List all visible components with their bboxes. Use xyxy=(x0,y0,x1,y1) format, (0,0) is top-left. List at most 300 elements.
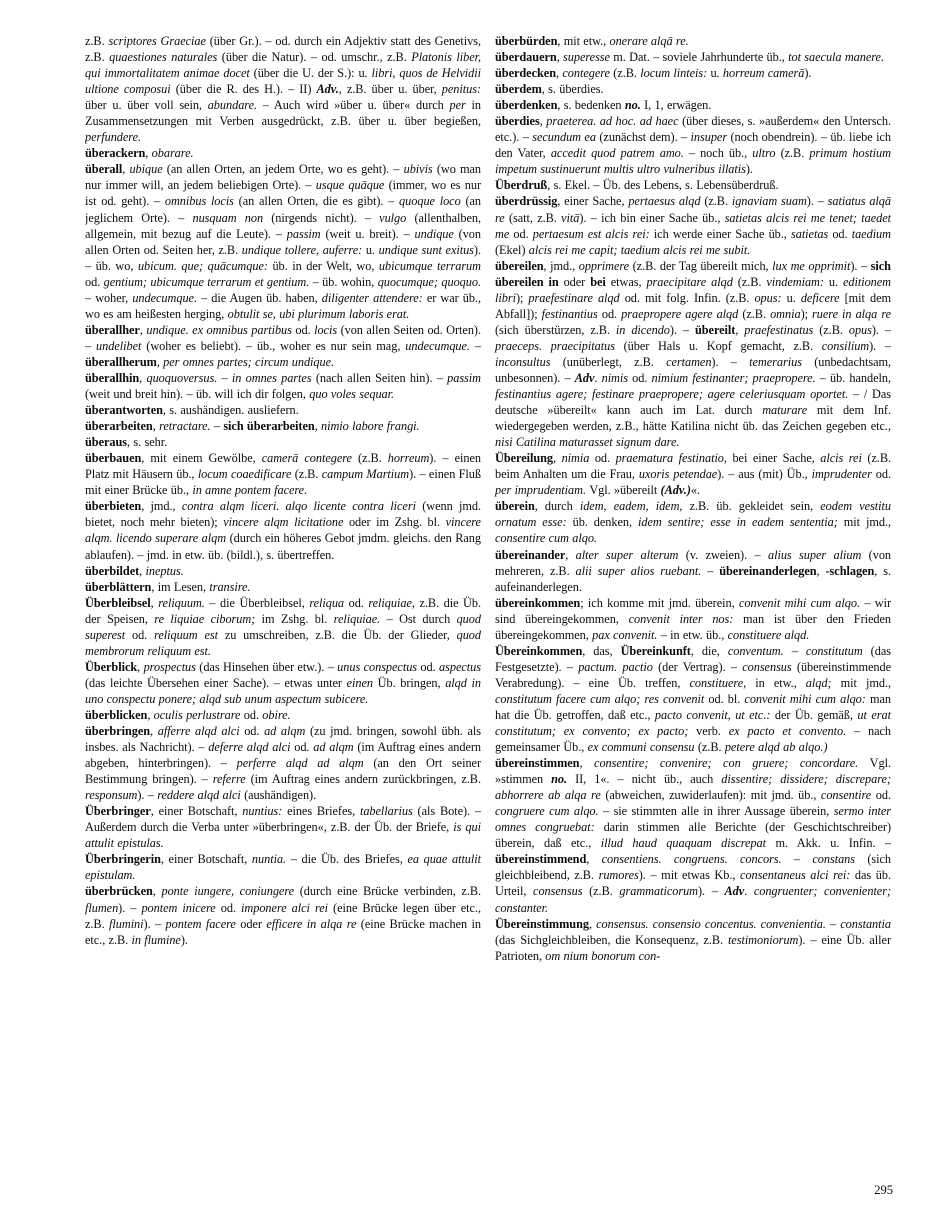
text-run: verb. xyxy=(696,724,729,739)
headword: übereinstimmen xyxy=(495,756,580,771)
latin-phrase: primum hostium impetum sustinuerunt multis ultro vulneribus illatis xyxy=(495,146,891,177)
latin-phrase: obarare. xyxy=(151,146,194,161)
text-run: oder im Zshg. bl. xyxy=(348,515,446,530)
label-abbrev: no. xyxy=(624,98,645,113)
dictionary-entry xyxy=(85,595,481,659)
text-run: – Ost durch xyxy=(386,611,457,626)
text-run: mit jmd., xyxy=(843,515,891,530)
text-run: (wo man nur immer will, an jedem beliebigen Orte). – xyxy=(85,162,482,193)
text-run: (z.B. xyxy=(819,322,849,337)
text-run: (z.B. der Tag übereilt mich, xyxy=(632,258,773,273)
text-run: mit jmd., xyxy=(840,675,891,690)
text-run: (aushändigen). xyxy=(244,788,317,803)
latin-phrase: constituere alqd. xyxy=(727,627,810,642)
latin-phrase: locum coaedificare xyxy=(197,467,295,482)
latin-phrase: conventum. xyxy=(727,643,792,658)
text-run: od. xyxy=(594,451,616,466)
text-run: , xyxy=(314,419,322,434)
text-run: (weit u. breit). – xyxy=(325,226,415,241)
text-run: – / Das deutsche »übereilt« kann auch im Lat. durch xyxy=(495,387,891,418)
text-run: , xyxy=(556,50,564,65)
latin-phrase: oculis perlustrare xyxy=(153,707,244,722)
latin-phrase: quo voles sequar. xyxy=(309,387,395,402)
dictionary-entry xyxy=(495,450,891,498)
headword: überall xyxy=(85,162,123,177)
latin-phrase: ubicum. que; quācumque: xyxy=(137,258,273,273)
text-run: od. xyxy=(85,274,104,289)
latin-phrase: consentire; convenire; con gruere; concordare. xyxy=(594,756,870,771)
latin-phrase: editionem libri xyxy=(495,274,891,305)
text-run: ). – üb. wo, xyxy=(85,242,481,273)
latin-phrase: penitus: xyxy=(441,82,481,97)
text-run: , xyxy=(735,322,745,337)
text-run: (z.B. xyxy=(780,146,810,161)
text-run: , xyxy=(137,659,144,674)
dictionary-entry xyxy=(85,563,481,579)
latin-phrase: praecipitare alqd xyxy=(646,274,738,289)
text-run: – xyxy=(474,338,481,353)
text-run: (das leichte Übersehen einer Sache). – etwas unter xyxy=(85,675,347,690)
text-run: (z.B. xyxy=(589,884,620,899)
text-run: – noch üb., xyxy=(688,146,753,161)
latin-phrase: pontem inicere xyxy=(141,900,221,915)
latin-phrase: onerare alqā re. xyxy=(609,34,689,48)
text-run: üb. in der Welt, wo, xyxy=(272,258,379,273)
headword: übereinanderlegen xyxy=(719,563,817,578)
latin-phrase: aspectus xyxy=(439,659,481,674)
latin-phrase: obire. xyxy=(262,707,291,722)
text-run: – xyxy=(213,419,224,434)
text-run: (an allen Orten, die es gibt). – xyxy=(238,194,400,209)
latin-phrase: undique. ex omnibus partibus xyxy=(146,322,296,337)
dictionary-entry xyxy=(495,49,891,65)
text-run: , s. aufeinanderlegen. xyxy=(495,563,891,594)
latin-phrase: nimium festinanter; praepropere. xyxy=(651,370,820,385)
text-run: , durch xyxy=(534,499,580,514)
latin-phrase: in amne pontem facere. xyxy=(192,483,308,498)
text-run: , einer Botschaft, xyxy=(160,852,252,867)
headword: überbauen xyxy=(85,451,142,466)
headword: überbrücken xyxy=(85,884,153,899)
text-run: – xyxy=(793,852,813,867)
latin-phrase: ad alqm xyxy=(313,740,358,755)
latin-phrase: nimio labore frangi. xyxy=(321,419,420,434)
text-run: , s. bedenken xyxy=(557,98,625,113)
dictionary-entry xyxy=(495,916,891,964)
headword: überdrüssig xyxy=(495,194,558,209)
label-abbrev: Adv xyxy=(574,370,595,385)
text-run: «. xyxy=(690,483,700,498)
text-run: , xyxy=(579,756,595,771)
dictionary-entry xyxy=(85,370,481,402)
latin-phrase: quod superest xyxy=(85,611,481,642)
latin-phrase: inconsultus xyxy=(495,354,563,369)
headword: überallher xyxy=(85,322,140,337)
text-run: ; ich komme mit jmd. überein, xyxy=(580,595,739,610)
text-run: ); xyxy=(800,306,813,321)
latin-phrase: quoquoversus. xyxy=(146,370,222,385)
latin-phrase: vitā xyxy=(561,210,580,225)
latin-phrase: praematura festinatio, xyxy=(615,451,733,466)
text-run: , xyxy=(586,852,602,867)
latin-phrase: praefestinare alqd xyxy=(528,290,625,305)
latin-phrase: congruenter; convenienter; constanter. xyxy=(495,884,891,915)
latin-phrase: consentiens. congruens. concors. xyxy=(601,852,794,867)
text-run: (an jeglichem Orte). – xyxy=(85,194,481,225)
text-run: (z.B. xyxy=(737,274,767,289)
text-run: oder xyxy=(240,916,267,931)
latin-phrase: nimia xyxy=(561,451,595,466)
text-run: , jmd., xyxy=(543,258,579,273)
latin-phrase: undique sunt exitus xyxy=(378,242,474,257)
text-run: z.B. üb. gekleidet sein, xyxy=(689,499,821,514)
latin-phrase: opus: xyxy=(754,290,787,305)
latin-phrase: grammaticorum xyxy=(619,884,699,899)
latin-phrase: congruere cum alqo. xyxy=(495,804,604,819)
text-run: ). – xyxy=(669,322,695,337)
latin-phrase: secundum ea xyxy=(532,130,600,145)
latin-phrase: pactum. pactio xyxy=(578,659,659,674)
headword: Übereinstimmung xyxy=(495,916,589,931)
text-run: (wenn jmd. bietet, noch mehr bieten); xyxy=(85,499,482,530)
text-run: (Ekel) xyxy=(495,242,529,257)
latin-phrase: consilium xyxy=(821,338,870,353)
latin-phrase: transire. xyxy=(209,579,251,594)
headword: sich übereilen in xyxy=(495,258,891,289)
latin-phrase: diligenter attendere: xyxy=(321,290,427,305)
text-run: , xyxy=(147,707,154,722)
latin-phrase: satietas alcis rei me tenet; taedet me xyxy=(495,210,891,241)
text-run: (zu jmd. bringen, sowohl übh. als insbes. als Nachricht). – xyxy=(85,724,481,755)
latin-phrase: prospectus xyxy=(143,659,200,674)
headword: überbringen xyxy=(85,724,151,739)
latin-phrase: pertaesus alqd xyxy=(628,194,705,209)
headword: sich überarbeiten xyxy=(223,419,315,434)
text-run: . xyxy=(744,884,754,899)
latin-phrase: locum linteis: xyxy=(640,66,711,81)
text-run: , xyxy=(122,162,130,177)
headword: überallherum xyxy=(85,354,157,369)
latin-phrase: undecumque. xyxy=(405,338,475,353)
latin-phrase: vindemiam: xyxy=(766,274,829,289)
latin-phrase: passim xyxy=(286,226,326,241)
text-run: , xyxy=(816,563,826,578)
latin-phrase: undecumque. xyxy=(132,290,202,305)
dictionary-entry xyxy=(495,643,891,755)
text-run: II, 1«. – nicht üb., auch xyxy=(575,772,722,787)
text-run: (über die U. der S.): u. xyxy=(253,66,372,81)
latin-phrase: in omnes partes xyxy=(231,370,316,385)
text-run: ); xyxy=(515,290,529,305)
text-run: , s. Ekel. – Üb. des Lebens, s. Lebensüberdruß. xyxy=(547,178,779,193)
text-run: m. Dat. – soviele Jahrhunderte üb., xyxy=(613,50,789,65)
latin-phrase: ubivis xyxy=(403,162,437,177)
latin-phrase: constitutum xyxy=(805,643,871,658)
latin-phrase: tot saecula manere. xyxy=(788,50,884,65)
text-run: (v. zweien). – xyxy=(685,547,768,562)
text-run: , einer Sache, xyxy=(557,194,629,209)
latin-phrase: ea quae attulit epistulam. xyxy=(85,852,482,883)
dictionary-entry xyxy=(495,97,891,113)
text-run: in etw., xyxy=(755,675,806,690)
headword: überbürden xyxy=(495,34,558,48)
text-run: ). – xyxy=(711,354,750,369)
headword: -schlagen xyxy=(825,563,875,578)
latin-phrase: accedit quod patrem amo. xyxy=(550,146,689,161)
text-run: (an den Ort seiner Bestimmung bringen). – xyxy=(85,756,481,787)
latin-phrase: in dicendo xyxy=(615,322,670,337)
dictionary-entry xyxy=(495,33,891,49)
text-run: (über die Natur). – od. umschr., z.B. xyxy=(221,50,412,65)
text-run: , im Lesen, xyxy=(151,579,210,594)
latin-phrase: reliquiae. xyxy=(333,611,387,626)
latin-phrase: vincere alqm. licendo superare alqm xyxy=(85,515,481,546)
text-run: – in etw. üb., xyxy=(660,627,728,642)
latin-phrase: scriptores Graeciae xyxy=(108,34,210,48)
latin-phrase: praepropere agere alqd xyxy=(621,306,743,321)
text-run: , mit etw., xyxy=(557,34,610,48)
text-run: (weit und breit hin). – üb. will ich dir folgen, xyxy=(85,387,310,402)
text-run: od. xyxy=(295,322,315,337)
text-run: , xyxy=(139,563,146,578)
latin-phrase: convenit mihi cum alqo: xyxy=(744,691,870,706)
text-run: , s. aushändigen. ausliefern. xyxy=(162,403,299,418)
latin-phrase: reliquum. xyxy=(158,595,210,610)
latin-phrase: opprimere xyxy=(578,258,633,273)
headword: Überbringerin xyxy=(85,852,161,867)
text-run: – die Überbleibsel, xyxy=(209,595,310,610)
text-run: , xyxy=(139,322,147,337)
latin-phrase: camerā contegere xyxy=(261,451,358,466)
text-run: (z.B. xyxy=(742,306,771,321)
latin-phrase: reliquum est xyxy=(154,627,225,642)
latin-phrase: omnia xyxy=(770,306,801,321)
latin-phrase: nuntia. xyxy=(251,852,291,867)
text-run: (durch eine Brücke verbinden, z.B. xyxy=(299,884,482,899)
text-run: , xyxy=(152,884,162,899)
text-run: (im Auftrag eines andern zurückbringen, z.B. xyxy=(250,772,481,787)
headword: überdies xyxy=(495,114,540,129)
latin-phrase: per xyxy=(449,98,472,113)
latin-phrase: per imprudentiam. xyxy=(495,483,590,498)
text-run: , xyxy=(553,451,562,466)
latin-phrase: omnibus locis xyxy=(164,194,239,209)
text-run: z.B. die Üb. der Speisen, xyxy=(85,595,482,626)
dictionary-entry xyxy=(85,450,481,498)
latin-phrase: maturare xyxy=(762,403,817,418)
text-run: , xyxy=(145,146,152,161)
latin-phrase: opus xyxy=(848,322,872,337)
latin-phrase: vulgo xyxy=(379,210,415,225)
text-run: (noch obendrein). – üb. liebe ich den Vater, xyxy=(495,130,891,161)
latin-phrase: nisi Catilina maturasset signum dare. xyxy=(495,435,680,450)
latin-phrase: quod membrorum reliquum est. xyxy=(85,627,481,658)
text-run: . xyxy=(594,370,602,385)
text-run: (zunächst dem). – xyxy=(599,130,691,145)
text-run: Vgl. »übereilt xyxy=(589,483,661,498)
headword: überdem xyxy=(495,82,542,97)
latin-phrase: alcis rei xyxy=(820,451,868,466)
headword: Überblick xyxy=(85,659,138,674)
latin-phrase: undelibet xyxy=(96,338,147,353)
right-column xyxy=(495,33,891,1165)
headword: bei xyxy=(590,274,611,289)
latin-phrase: vincere alqm licitatione xyxy=(223,515,349,530)
latin-phrase: ubicumque terrarum xyxy=(378,258,481,273)
dictionary-entry xyxy=(85,707,481,723)
latin-phrase: abundare. xyxy=(207,98,263,113)
latin-phrase: imponere alci rei xyxy=(241,900,334,915)
text-run: od. xyxy=(131,627,155,642)
text-run: u. xyxy=(786,290,801,305)
latin-phrase: petere alqd ab alqo.) xyxy=(724,740,828,755)
text-run: , einer Botschaft, xyxy=(150,804,243,819)
dictionary-entry xyxy=(85,161,481,321)
latin-phrase: ad alqm xyxy=(264,724,310,739)
text-run: das üb. Urteil, xyxy=(495,868,891,899)
text-run: , xyxy=(556,66,563,81)
latin-phrase: eodem vestitu ornatum esse: xyxy=(495,499,891,530)
latin-phrase: ineptus. xyxy=(145,563,184,578)
latin-phrase: consentaneus alci rei: xyxy=(740,868,855,883)
latin-phrase: horreum camerā xyxy=(722,66,805,81)
text-run: od. xyxy=(601,306,622,321)
latin-phrase: pax convenit. xyxy=(592,627,661,642)
text-run: ich werde einer Sache üb., xyxy=(653,226,791,241)
latin-phrase: reliqua xyxy=(309,595,349,610)
text-run: – die Üb. des Briefes, xyxy=(290,852,408,867)
text-run: , xyxy=(139,370,147,385)
latin-phrase: deferre alqd alci xyxy=(208,740,295,755)
headword: überein xyxy=(495,499,535,514)
latin-phrase: superesse xyxy=(563,50,614,65)
text-run: (als Bote). – Außerdem durch die Verba unter »überbringen«, z.B. der Üb. der Briefe, xyxy=(85,804,481,835)
text-run: od. xyxy=(294,740,314,755)
headword: überackern xyxy=(85,146,146,161)
dictionary-entry xyxy=(495,177,891,193)
text-run: (das Sichgleichbleiben, die Konsequenz, z.B. xyxy=(495,932,728,947)
latin-phrase: certamen xyxy=(666,354,712,369)
text-run: oder xyxy=(563,274,591,289)
text-columns xyxy=(85,33,891,1165)
text-run: (sich gleichbleibend, z.B. xyxy=(495,852,891,883)
latin-phrase: libri, quos de Helvidii ultione composui xyxy=(85,66,481,97)
text-run: (über die R. des H.). – II) xyxy=(175,82,317,97)
latin-phrase: in flumine xyxy=(131,932,181,947)
latin-phrase: afferre alqd alci xyxy=(157,724,245,739)
latin-phrase: festinantius xyxy=(541,306,602,321)
latin-phrase: imprudenter xyxy=(811,467,876,482)
latin-phrase: pontem facere xyxy=(165,916,241,931)
latin-phrase: quoque loco xyxy=(399,194,466,209)
text-run: über u. über voll sein, xyxy=(85,98,208,113)
text-run: er war üb., wo es am heißesten herging, xyxy=(85,290,481,321)
text-run: ). – einen Fluß mit einer Brücke üb., xyxy=(85,467,481,498)
dictionary-entry xyxy=(85,659,481,707)
latin-phrase: referre xyxy=(212,772,251,787)
headword: übereilen xyxy=(495,258,544,273)
text-run: , mit einem Gewölbe, xyxy=(141,451,262,466)
text-run: (abweichen, zuwiderlaufen): mit jmd. üb., xyxy=(605,788,821,803)
latin-phrase: nusquam non xyxy=(192,210,272,225)
latin-phrase: flumen xyxy=(85,900,119,915)
text-run: od. xyxy=(632,370,652,385)
label-abbrev: Adv xyxy=(724,884,745,899)
dictionary-entry xyxy=(85,418,481,434)
latin-phrase: horreum xyxy=(387,451,430,466)
latin-phrase: uxoris petendae xyxy=(638,467,718,482)
headword: übereinkommen xyxy=(495,595,581,610)
text-run: ). – xyxy=(118,900,142,915)
headword: übereinander xyxy=(495,547,566,562)
text-run: , xyxy=(152,419,160,434)
text-run: zu umschreiben, z.B. die Üb. der Glieder, xyxy=(224,627,457,642)
headword: Überbringer xyxy=(85,804,151,819)
text-run: – Auch wird »über u. über« durch xyxy=(262,98,450,113)
latin-phrase: flumini xyxy=(109,916,144,931)
dictionary-entry xyxy=(85,883,481,947)
latin-phrase: gentium; ubicumque terrarum et gentium. xyxy=(103,274,313,289)
text-run: u. xyxy=(365,242,379,257)
text-run: , xyxy=(589,916,597,931)
latin-phrase: re liquiae ciborum; xyxy=(154,611,262,626)
latin-phrase: unus conspectus xyxy=(337,659,421,674)
headword: überbieten xyxy=(85,499,142,514)
dictionary-entry xyxy=(495,498,891,546)
latin-phrase: alqd in uno conspectu ponere; alqd sub unum aspectum subicere. xyxy=(85,675,482,706)
dictionary-entry xyxy=(85,851,481,883)
latin-phrase: lux me opprimit xyxy=(772,258,851,273)
text-run: man ist über den Frieden übereingekommen, xyxy=(495,611,891,642)
text-run: , s. überdies. xyxy=(541,82,604,97)
text-run: ). – xyxy=(871,322,891,337)
text-run: od. xyxy=(420,659,440,674)
text-run: od. xyxy=(244,724,265,739)
dictionary-entry xyxy=(495,595,891,643)
latin-phrase: constantia xyxy=(840,916,891,931)
dictionary-entry xyxy=(85,402,481,418)
latin-phrase: convenit mihi cum alqo. xyxy=(738,595,865,610)
latin-phrase: responsum xyxy=(85,788,138,803)
headword: überdecken xyxy=(495,66,556,81)
headword: überblättern xyxy=(85,579,152,594)
text-run: (an allen Orten, an jedem Orte, wo es geht). – xyxy=(166,162,404,177)
text-run: , xyxy=(156,354,164,369)
text-run: mit dem Inf. wiedergegeben werden, z.B., hätte Katilina nicht üb. das Zeichen gegeben etc., xyxy=(495,403,891,434)
dictionary-entry xyxy=(495,258,891,451)
latin-phrase: consentire xyxy=(820,788,876,803)
text-run: (von allen Seiten od. Orten). – xyxy=(85,322,481,353)
dictionary-entry xyxy=(85,33,481,145)
latin-phrase: tabellarius xyxy=(359,804,418,819)
latin-phrase: consensus xyxy=(742,659,797,674)
latin-phrase: illud haud quaquam discrepat xyxy=(600,836,776,851)
text-run: , xyxy=(539,114,547,129)
headword: Übereilung xyxy=(495,451,554,466)
dictionary-entry xyxy=(495,547,891,595)
text-run: , s. sehr. xyxy=(127,435,168,450)
headword: Übereinkommen xyxy=(495,643,583,658)
text-run: (eine Brücke machen in etc., z.B. xyxy=(85,916,481,947)
text-run: , jmd., xyxy=(141,499,182,514)
latin-phrase: consentire cum alqo. xyxy=(495,531,597,546)
latin-phrase: contra alqm liceri. alqo licente contra liceri xyxy=(181,499,423,514)
text-run: (allenthalben, allgemein, mit bezug auf die Leute). – xyxy=(85,210,482,241)
latin-phrase: ruere in alqa re xyxy=(812,306,891,321)
text-run: (über Hals u. Kopf gemacht, z.B. xyxy=(623,338,822,353)
latin-phrase: nuntius: xyxy=(242,804,288,819)
text-run: , die, xyxy=(690,643,728,658)
